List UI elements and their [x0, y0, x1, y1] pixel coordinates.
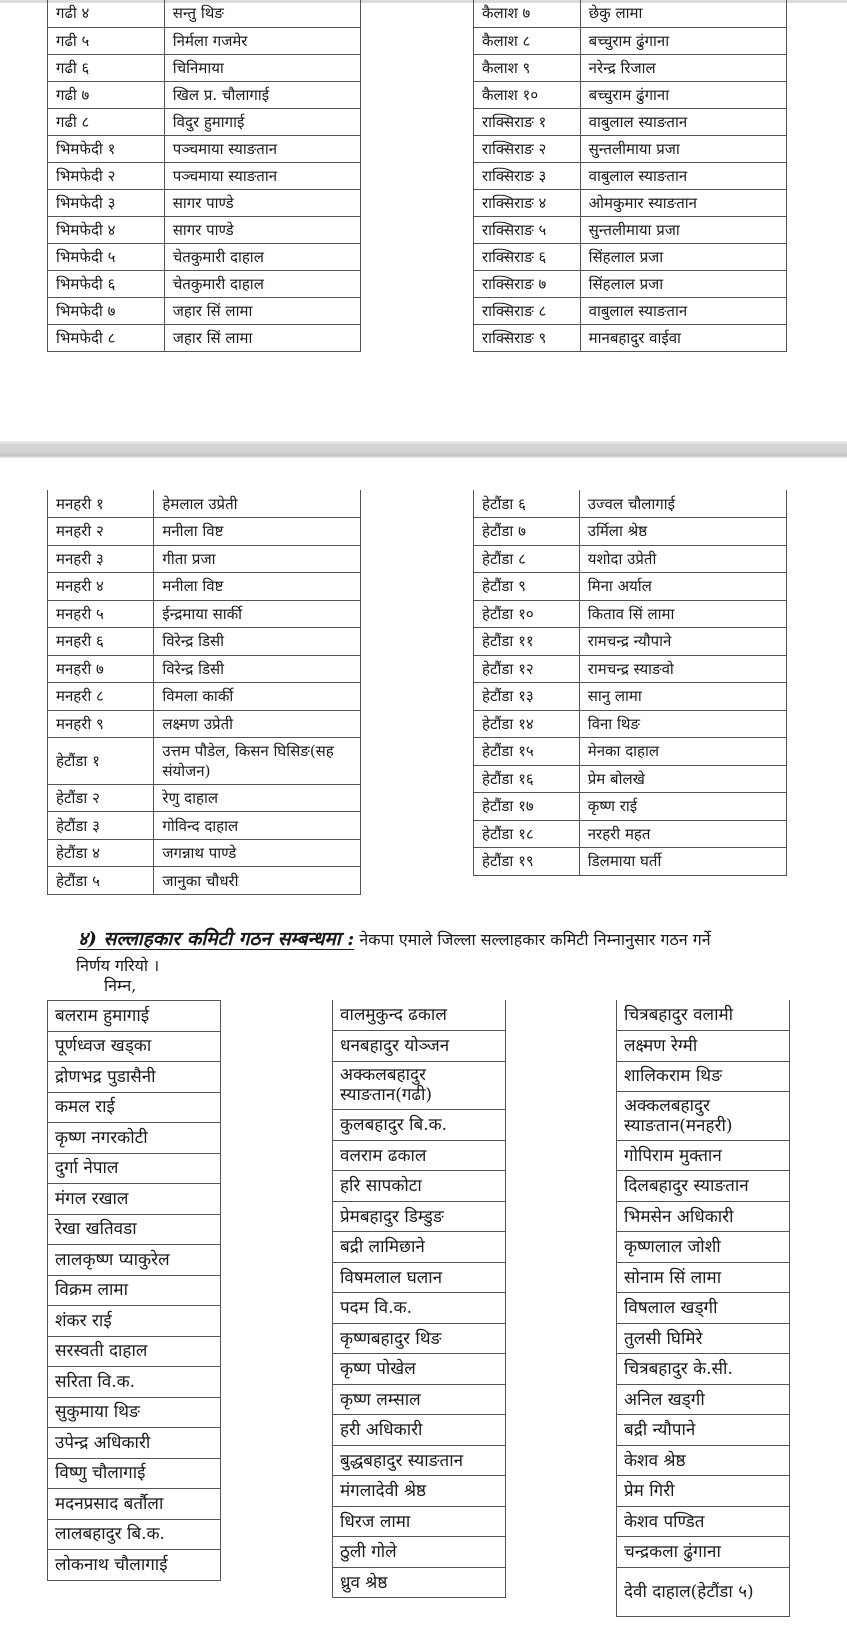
table-row	[617, 1092, 790, 1141]
member-name-cell: ठुली गोले	[333, 1537, 506, 1568]
table-row	[474, 189, 787, 216]
member-name-cell: विषमलाल घलान	[333, 1262, 506, 1293]
member-name-cell: कृष्ण लम्साल	[333, 1384, 506, 1415]
table-row	[48, 867, 361, 895]
name-cell: पञ्चमाया स्याङतान	[164, 162, 360, 189]
ward-cell: हेटौंडा ५	[48, 867, 154, 895]
table-row	[48, 812, 361, 840]
name-cell: विमला कार्की	[154, 683, 361, 711]
name-cell: बच्चुराम ढुंगाना	[580, 81, 786, 108]
ward-cell: हेटौंडा ३	[48, 812, 154, 840]
table-row	[48, 1153, 221, 1184]
ward-cell: हेटौंडा १५	[474, 738, 580, 766]
table-row	[333, 1323, 506, 1354]
table-row	[474, 243, 787, 270]
table-row	[333, 1171, 506, 1202]
ward-cell: हेटौंडा १२	[474, 655, 580, 683]
member-name-cell: अक्कलबहादुर स्याङतान(मनहरी)	[617, 1092, 790, 1141]
table-row	[48, 1001, 221, 1032]
name-cell: वाबुलाल स्याङतान	[580, 108, 786, 135]
member-name-cell: हरी अधिकारी	[333, 1415, 506, 1446]
member-name-cell: मंगलादेवी श्रेष्ठ	[333, 1476, 506, 1507]
member-name-cell: मदनप्रसाद बर्तौला	[48, 1489, 221, 1520]
table-row	[333, 1445, 506, 1476]
table-row	[48, 839, 361, 867]
ward-cell: भिमफेदी ७	[48, 297, 165, 324]
table-row	[617, 1506, 790, 1537]
name-cell: वाबुलाल स्याङतान	[580, 297, 786, 324]
member-name-cell: चित्रबहादुर वलामी	[617, 1000, 790, 1031]
member-name-cell: अक्कलबहादुर स्याङतान(गढी)	[333, 1061, 506, 1110]
table-row	[474, 135, 787, 162]
table-row	[48, 573, 361, 601]
table-row	[474, 324, 787, 351]
table-row	[333, 1415, 506, 1446]
table-row	[474, 765, 787, 793]
name-cell: ओमकुमार स्याङतान	[580, 189, 786, 216]
name-cell: पञ्चमाया स्याङतान	[164, 135, 360, 162]
ward-cell: राक्सिराङ ९	[474, 324, 581, 351]
name-cell: मिना अर्याल	[579, 573, 786, 601]
member-name-cell: लालबहादुर बि.क.	[48, 1519, 221, 1550]
table-row	[48, 81, 361, 108]
member-name-cell: विक्रम लामा	[48, 1275, 221, 1306]
name-cell: उज्वल चौलागाई	[579, 490, 786, 518]
ward-cell: गढी ६	[48, 54, 165, 81]
table-row	[617, 1232, 790, 1263]
member-name-cell: प्रेम गिरी	[617, 1476, 790, 1507]
table-row	[474, 108, 787, 135]
name-cell: जगन्नाथ पाण्डे	[154, 839, 361, 867]
ward-cell: हेटौंडा २	[48, 784, 154, 812]
name-cell: बच्चुराम ढुंगाना	[580, 27, 786, 54]
member-name-cell: पूर्णध्वज खड्का	[48, 1031, 221, 1062]
ward-cell: राक्सिराङ १	[474, 108, 581, 135]
member-name-cell: चन्द्रकला ढुंगाना	[617, 1537, 790, 1568]
table-row	[474, 573, 787, 601]
table-row	[48, 655, 361, 683]
member-name-cell: मंगल रखाल	[48, 1184, 221, 1215]
member-name-cell: लक्ष्मण रेग्मी	[617, 1031, 790, 1062]
ward-cell: मनहरी १	[48, 490, 154, 518]
section-4-text-line2: निर्णय गरियो ।	[76, 956, 160, 975]
table-row	[474, 545, 787, 573]
table-row	[474, 0, 787, 27]
table-row	[48, 162, 361, 189]
table-row	[474, 270, 787, 297]
name-cell: मनीला विष्ट	[154, 518, 361, 546]
ward-cell: हेटौंडा ८	[474, 545, 580, 573]
ward-cell: कैलाश ९	[474, 54, 581, 81]
ward-cell: गढी ७	[48, 81, 165, 108]
member-name-cell: बद्री लामिछाने	[333, 1232, 506, 1263]
name-cell: मानबहादुर वाईवा	[580, 324, 786, 351]
table-row	[48, 784, 361, 812]
ward-cell: मनहरी २	[48, 518, 154, 546]
table-row	[333, 1384, 506, 1415]
ward-table-top-right	[473, 0, 787, 352]
member-name-cell: सोनाम सिं लामा	[617, 1262, 790, 1293]
name-cell: ईन्द्रमाया सार्की	[154, 600, 361, 628]
member-name-cell: उपेन्द्र अधिकारी	[48, 1428, 221, 1459]
name-cell: सागर पाण्डे	[164, 216, 360, 243]
ward-cell: मनहरी ४	[48, 573, 154, 601]
table-row	[474, 216, 787, 243]
table-row	[48, 490, 361, 518]
member-name-cell: कृष्णलाल जोशी	[617, 1232, 790, 1263]
table-row	[617, 1293, 790, 1324]
member-name-cell: केशव पण्डित	[617, 1506, 790, 1537]
table-row	[333, 1293, 506, 1324]
table-row	[474, 738, 787, 766]
member-name-cell: सरिता वि.क.	[48, 1367, 221, 1398]
table-row	[48, 738, 361, 785]
table-row	[617, 1140, 790, 1171]
member-name-cell: वलराम ढकाल	[333, 1140, 506, 1171]
ward-cell: हेटौंडा ९	[474, 573, 580, 601]
ward-table-top-left	[47, 0, 361, 352]
member-name-cell: बद्री न्यौपाने	[617, 1415, 790, 1446]
table-row	[48, 27, 361, 54]
member-name-cell: ध्रुव श्रेष्ठ	[333, 1567, 506, 1598]
member-name-cell: गोपिराम मुक्तान	[617, 1140, 790, 1171]
page-separator	[0, 441, 847, 458]
ward-cell: मनहरी ७	[48, 655, 154, 683]
name-cell: लक्ष्मण उप्रेती	[154, 710, 361, 738]
table-row	[48, 1428, 221, 1459]
ward-cell: हेटौंडा १३	[474, 683, 580, 711]
name-cell: डिलमाया घर्ती	[579, 848, 786, 876]
table-row	[474, 820, 787, 848]
member-name-cell: कृष्ण पोखेल	[333, 1354, 506, 1385]
member-name-cell: वालमुकुन्द ढकाल	[333, 1000, 506, 1031]
table-row	[48, 1275, 221, 1306]
ward-cell: गढी ५	[48, 27, 165, 54]
name-cell: छेकु लामा	[580, 0, 786, 27]
table-row	[617, 1031, 790, 1062]
ward-cell: राक्सिराङ ७	[474, 270, 581, 297]
name-cell: सिंहलाल प्रजा	[580, 243, 786, 270]
member-name-cell: बलराम हुमागाई	[48, 1001, 221, 1032]
table-row	[617, 1384, 790, 1415]
table-row	[48, 270, 361, 297]
name-cell: विरेन्द्र डिसी	[154, 655, 361, 683]
ward-cell: गढी ८	[48, 108, 165, 135]
ward-cell: भिमफेदी ५	[48, 243, 165, 270]
table-row	[48, 1184, 221, 1215]
ward-cell: मनहरी ८	[48, 683, 154, 711]
ward-cell: मनहरी ३	[48, 545, 154, 573]
table-row	[617, 1567, 790, 1616]
ward-cell: राक्सिराङ ६	[474, 243, 581, 270]
ward-cell: हेटौंडा ४	[48, 839, 154, 867]
list-intro: निम्न,	[104, 976, 137, 995]
name-cell: चेतकुमारी दाहाल	[164, 270, 360, 297]
table-row	[48, 1550, 221, 1581]
name-cell: मनीला विष्ट	[154, 573, 361, 601]
name-cell: रामचन्द्र न्यौपाने	[579, 628, 786, 656]
table-row	[48, 518, 361, 546]
table-row	[48, 54, 361, 81]
ward-cell: भिमफेदी ८	[48, 324, 165, 351]
member-name-cell: कृष्ण नगरकोटी	[48, 1123, 221, 1154]
ward-cell: राक्सिराङ ३	[474, 162, 581, 189]
table-row	[48, 324, 361, 351]
table-row	[333, 1061, 506, 1110]
member-name-cell: शालिकराम थिङ	[617, 1061, 790, 1092]
table-row	[48, 628, 361, 656]
table-row	[48, 108, 361, 135]
name-cell: खिल प्र. चौलागाई	[164, 81, 360, 108]
ward-cell: मनहरी ९	[48, 710, 154, 738]
table-row	[474, 54, 787, 81]
table-row	[48, 243, 361, 270]
member-name-cell: बुद्धबहादुर स्याङतान	[333, 1445, 506, 1476]
table-row	[617, 1201, 790, 1232]
section-4-paragraph	[78, 926, 826, 979]
member-name-cell: हरि सापकोटा	[333, 1171, 506, 1202]
table-row	[474, 27, 787, 54]
name-cell: गीता प्रजा	[154, 545, 361, 573]
table-row	[474, 683, 787, 711]
table-row	[617, 1000, 790, 1031]
table-row	[617, 1061, 790, 1092]
table-row	[333, 1354, 506, 1385]
ward-cell: मनहरी ५	[48, 600, 154, 628]
ward-cell: हेटौंडा ११	[474, 628, 580, 656]
table-row	[474, 655, 787, 683]
ward-cell: गढी ४	[48, 0, 165, 27]
table-row	[48, 216, 361, 243]
name-cell: उर्मिला श्रेष्ठ	[579, 518, 786, 546]
member-name-cell: शंकर राई	[48, 1306, 221, 1337]
name-cell: जानुका चौधरी	[154, 867, 361, 895]
table-row	[48, 297, 361, 324]
ward-cell: हेटौंडा १७	[474, 793, 580, 821]
table-row	[48, 1306, 221, 1337]
ward-cell: हेटौंडा १८	[474, 820, 580, 848]
table-row	[617, 1354, 790, 1385]
table-row	[474, 297, 787, 324]
name-cell: सागर पाण्डे	[164, 189, 360, 216]
ward-cell: हेटौंडा ६	[474, 490, 580, 518]
ward-cell: भिमफेदी ६	[48, 270, 165, 297]
ward-cell: भिमफेदी ४	[48, 216, 165, 243]
member-name-cell: दुर्गा नेपाल	[48, 1153, 221, 1184]
table-row	[474, 628, 787, 656]
table-row	[474, 600, 787, 628]
name-cell: प्रेम बोलखे	[579, 765, 786, 793]
table-row	[48, 1031, 221, 1062]
member-name-cell: लालकृष्ण प्याकुरेल	[48, 1245, 221, 1276]
table-row	[474, 793, 787, 821]
member-name-cell: पदम वि.क.	[333, 1293, 506, 1324]
table-row	[474, 490, 787, 518]
ward-cell: राक्सिराङ २	[474, 135, 581, 162]
name-cell: हेमलाल उप्रेती	[154, 490, 361, 518]
name-cell: विदुर हुमागाई	[164, 108, 360, 135]
table-row	[48, 0, 361, 27]
table-row	[48, 189, 361, 216]
name-cell: निर्मला गजमेर	[164, 27, 360, 54]
table-row	[48, 1214, 221, 1245]
table-row	[333, 1476, 506, 1507]
member-name-cell: द्रोणभद्र पुडासैनी	[48, 1062, 221, 1093]
member-name-cell: देवी दाहाल(हेटौंडा ५)	[617, 1567, 790, 1616]
member-name-cell: धनबहादुर योञ्जन	[333, 1031, 506, 1062]
ward-cell: हेटौंडा १४	[474, 710, 580, 738]
table-row	[333, 1567, 506, 1598]
table-row	[617, 1262, 790, 1293]
name-cell: किताव सिं लामा	[579, 600, 786, 628]
name-cell: सुन्तलीमाया प्रजा	[580, 135, 786, 162]
name-cell: उत्तम पौडेल, किसन घिसिङ(सह संयोजन)	[154, 738, 361, 785]
ward-cell: कैलाश ८	[474, 27, 581, 54]
table-row	[333, 1201, 506, 1232]
member-name-cell: सुकुमाया थिङ	[48, 1397, 221, 1428]
name-cell: गोविन्द दाहाल	[154, 812, 361, 840]
name-cell: जहार सिं लामा	[164, 297, 360, 324]
member-name-cell: धिरज लामा	[333, 1506, 506, 1537]
table-row	[48, 1062, 221, 1093]
member-name-cell: विष्णु चौलागाई	[48, 1458, 221, 1489]
ward-cell: कैलाश ७	[474, 0, 581, 27]
table-row	[48, 1489, 221, 1520]
table-row	[333, 1140, 506, 1171]
table-row	[48, 545, 361, 573]
table-row	[333, 1000, 506, 1031]
table-row	[474, 162, 787, 189]
member-name-cell: विषलाल खड्गी	[617, 1293, 790, 1324]
table-row	[474, 710, 787, 738]
name-cell: सिंहलाल प्रजा	[580, 270, 786, 297]
member-name-cell: दिलबहादुर स्याङतान	[617, 1171, 790, 1202]
table-row	[474, 81, 787, 108]
table-row	[333, 1110, 506, 1141]
table-row	[617, 1476, 790, 1507]
name-cell: वाबुलाल स्याङतान	[580, 162, 786, 189]
table-row	[617, 1171, 790, 1202]
table-row	[48, 1367, 221, 1398]
ward-cell: भिमफेदी ३	[48, 189, 165, 216]
name-cell: सुन्तलीमाया प्रजा	[580, 216, 786, 243]
table-row	[617, 1537, 790, 1568]
table-row	[333, 1232, 506, 1263]
table-row	[48, 1092, 221, 1123]
table-row	[48, 1519, 221, 1550]
table-row	[333, 1031, 506, 1062]
ward-cell: हेटौंडा १६	[474, 765, 580, 793]
member-name-cell: चित्रबहादुर के.सी.	[617, 1354, 790, 1385]
ward-cell: राक्सिराङ ५	[474, 216, 581, 243]
name-cell: विना थिङ	[579, 710, 786, 738]
member-name-cell: तुलसी घिमिरे	[617, 1323, 790, 1354]
ward-cell: हेटौंडा १९	[474, 848, 580, 876]
name-cell: सानु लामा	[579, 683, 786, 711]
name-cell: जहार सिं लामा	[164, 324, 360, 351]
ward-cell: भिमफेदी १	[48, 135, 165, 162]
ward-cell: कैलाश १०	[474, 81, 581, 108]
name-cell: रेणु दाहाल	[154, 784, 361, 812]
member-name-cell: कृष्णबहादुर थिङ	[333, 1323, 506, 1354]
ward-cell: हेटौंडा १	[48, 738, 154, 785]
table-row	[474, 518, 787, 546]
table-row	[333, 1537, 506, 1568]
section-4-text-line1: नेकपा एमाले जिल्ला सल्लाहकार कमिटी निम्नानुसार गठन गर्ने	[359, 930, 711, 949]
table-row	[48, 600, 361, 628]
advisory-table-col3	[616, 1000, 790, 1617]
ward-cell: भिमफेदी २	[48, 162, 165, 189]
ward-table-bottom-right	[473, 490, 787, 876]
name-cell: सन्तु थिङ	[164, 0, 360, 27]
name-cell: चेतकुमारी दाहाल	[164, 243, 360, 270]
ward-cell: हेटौंडा १०	[474, 600, 580, 628]
name-cell: यशोदा उप्रेती	[579, 545, 786, 573]
table-row	[617, 1445, 790, 1476]
member-name-cell: सरस्वती दाहाल	[48, 1336, 221, 1367]
member-name-cell: लोकनाथ चौलागाई	[48, 1550, 221, 1581]
table-row	[48, 683, 361, 711]
table-row	[48, 1123, 221, 1154]
name-cell: नरेन्द्र रिजाल	[580, 54, 786, 81]
table-row	[48, 1245, 221, 1276]
ward-cell: मनहरी ६	[48, 628, 154, 656]
ward-cell: हेटौंडा ७	[474, 518, 580, 546]
name-cell: कृष्ण राई	[579, 793, 786, 821]
ward-table-bottom-left	[47, 490, 361, 895]
member-name-cell: केशव श्रेष्ठ	[617, 1445, 790, 1476]
table-row	[48, 135, 361, 162]
table-row	[48, 710, 361, 738]
advisory-table-col1	[47, 1000, 221, 1581]
name-cell: मेनका दाहाल	[579, 738, 786, 766]
member-name-cell: भिमसेन अधिकारी	[617, 1201, 790, 1232]
table-row	[333, 1262, 506, 1293]
table-row	[48, 1458, 221, 1489]
section-4-heading: ४) सल्लाहकार कमिटी गठन सम्बन्धमा :	[78, 928, 355, 950]
member-name-cell: कमल राई	[48, 1092, 221, 1123]
table-row	[617, 1415, 790, 1446]
member-name-cell: कुलबहादुर बि.क.	[333, 1110, 506, 1141]
table-row	[48, 1336, 221, 1367]
table-row	[48, 1397, 221, 1428]
ward-cell: राक्सिराङ ४	[474, 189, 581, 216]
table-row	[333, 1506, 506, 1537]
name-cell: विरेन्द्र डिसी	[154, 628, 361, 656]
table-row	[617, 1323, 790, 1354]
name-cell: नरहरी महत	[579, 820, 786, 848]
member-name-cell: प्रेमबहादुर डिम्डुङ	[333, 1201, 506, 1232]
member-name-cell: रेखा खतिवडा	[48, 1214, 221, 1245]
member-name-cell: अनिल खड्गी	[617, 1384, 790, 1415]
name-cell: चिनिमाया	[164, 54, 360, 81]
ward-cell: राक्सिराङ ८	[474, 297, 581, 324]
name-cell: रामचन्द्र स्याङवो	[579, 655, 786, 683]
table-row	[474, 848, 787, 876]
advisory-table-col2	[332, 1000, 506, 1598]
